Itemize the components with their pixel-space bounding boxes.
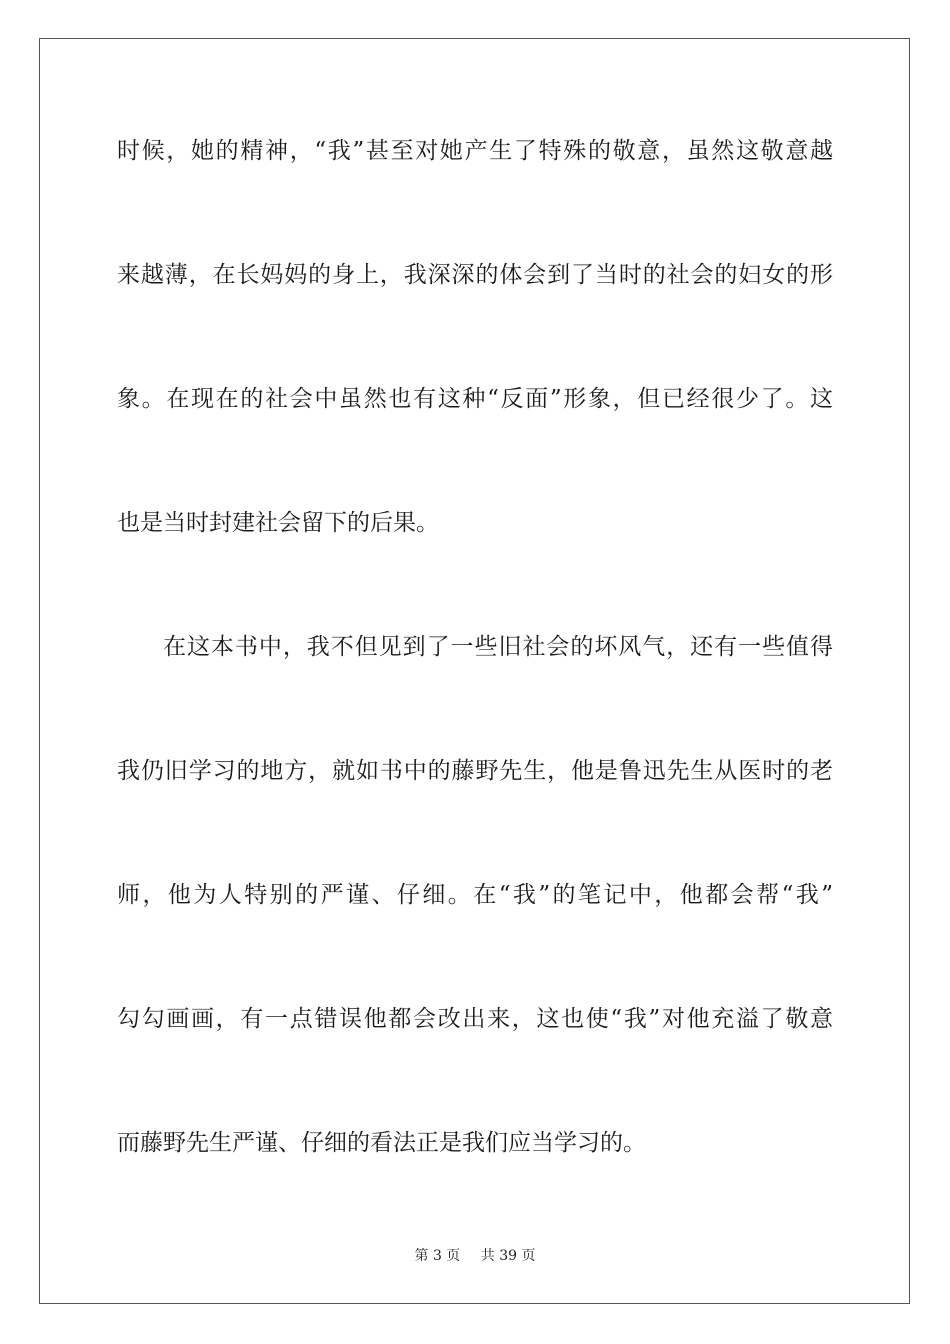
body-line-8: 勾勾画画，有一点错误他都会改出来，这也使“我”对他充溢了敬意 [117,1006,833,1032]
page-frame [39,38,910,1304]
total-pages: 共 39 页 [480,1248,536,1264]
body-line-7: 师，他为人特别的严谨、仔细。在“我”的笔记中，他都会帮“我” [117,882,833,908]
body-line-2: 来越薄，在长妈妈的身上，我深深的体会到了当时的社会的妇女的形 [117,262,833,288]
body-line-9: 而藤野先生严谨、仔细的看法正是我们应当学习的。 [117,1130,646,1156]
body-line-3: 象。在现在的社会中虽然也有这种“反面”形象，但已经很少了。这 [117,386,833,412]
page-number: 第 3 页 [414,1248,461,1264]
page-footer [0,1246,950,1266]
body-line-4: 也是当时封建社会留下的后果。 [117,510,439,536]
body-line-6: 我仍旧学习的地方，就如书中的藤野先生，他是鲁迅先生从医时的老 [117,758,833,784]
body-line-5: 在这本书中，我不但见到了一些旧社会的坏风气，还有一些值得 [163,634,833,660]
body-line-1: 时候，她的精神，“我”甚至对她产生了特殊的敬意，虽然这敬意越 [117,138,833,164]
